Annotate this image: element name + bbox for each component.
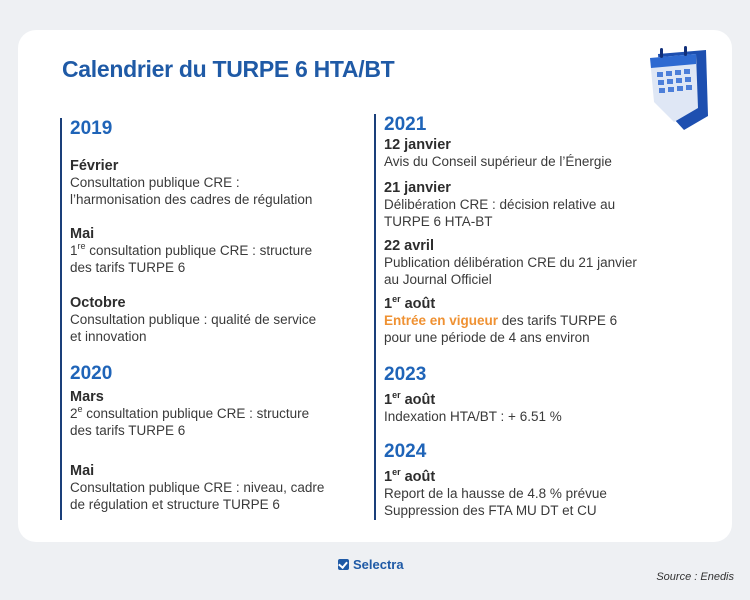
entry-date: Mai xyxy=(70,463,95,479)
timeline-entry xyxy=(384,180,696,230)
source-note: Source : Enedis xyxy=(656,571,734,583)
page-title: Calendrier du TURPE 6 HTA/BT xyxy=(62,56,395,82)
entry-date: 22 avril xyxy=(384,238,434,254)
timeline-entry xyxy=(384,392,696,426)
brand-logo xyxy=(338,557,404,572)
timeline-entry xyxy=(70,389,362,439)
entry-date: 1er août xyxy=(384,467,436,485)
entry-date: Février xyxy=(70,158,119,174)
timeline-entry xyxy=(70,295,362,345)
entry-text: Entrée en vigueur des tarifs TURPE 6 pour une période de 4 ans environ xyxy=(384,313,618,345)
timeline-entry xyxy=(70,463,362,513)
entry-text: Consultation publique : qualité de service et innovation xyxy=(70,312,317,344)
entry-text: Consultation publique CRE : niveau, cadre de régulation et structure TURPE 6 xyxy=(70,480,325,512)
entry-text: Indexation HTA/BT : + 6.51 % xyxy=(384,409,562,424)
year-heading: 2023 xyxy=(384,364,427,385)
entry-date: Mai xyxy=(70,226,95,242)
entry-text: 1re consultation publique CRE : structure des tarifs TURPE 6 xyxy=(70,241,313,275)
selectra-check-icon xyxy=(338,559,349,570)
timeline-entry xyxy=(70,158,362,208)
entry-text: Avis du Conseil supérieur de l’Énergie xyxy=(384,154,612,169)
year-heading: 2020 xyxy=(70,363,113,384)
year-heading: 2021 xyxy=(384,114,427,135)
entry-text: Consultation publique CRE : l’harmonisation des cadres de régulation xyxy=(70,175,313,207)
year-heading: 2019 xyxy=(70,118,113,139)
entry-text: 2e consultation publique CRE : structure des tarifs TURPE 6 xyxy=(70,404,310,438)
brand-name: Selectra xyxy=(353,557,404,572)
timeline-entry xyxy=(70,226,362,276)
entry-date: Octobre xyxy=(70,295,126,311)
timeline-right xyxy=(374,114,696,520)
entry-date: Mars xyxy=(70,389,104,405)
timeline-entry xyxy=(384,296,696,346)
timeline-entry xyxy=(384,137,696,171)
entry-date: 1er août xyxy=(384,294,436,312)
highlight-text: Entrée en vigueur xyxy=(384,313,499,328)
entry-date: 21 janvier xyxy=(384,180,451,196)
timeline-entry xyxy=(384,238,696,288)
timeline-left xyxy=(60,118,362,520)
entry-text: Publication délibération CRE du 21 janvier au Journal Officiel xyxy=(384,255,637,287)
entry-date: 1er août xyxy=(384,390,436,408)
entry-text: Report de la hausse de 4.8 % prévue Suppression des FTA MU DT et CU xyxy=(384,486,607,518)
entry-text: Délibération CRE : décision relative au TURPE 6 HTA-BT xyxy=(384,197,616,229)
year-heading: 2024 xyxy=(384,441,427,462)
timeline-entry xyxy=(384,469,696,519)
entry-date: 12 janvier xyxy=(384,137,451,153)
